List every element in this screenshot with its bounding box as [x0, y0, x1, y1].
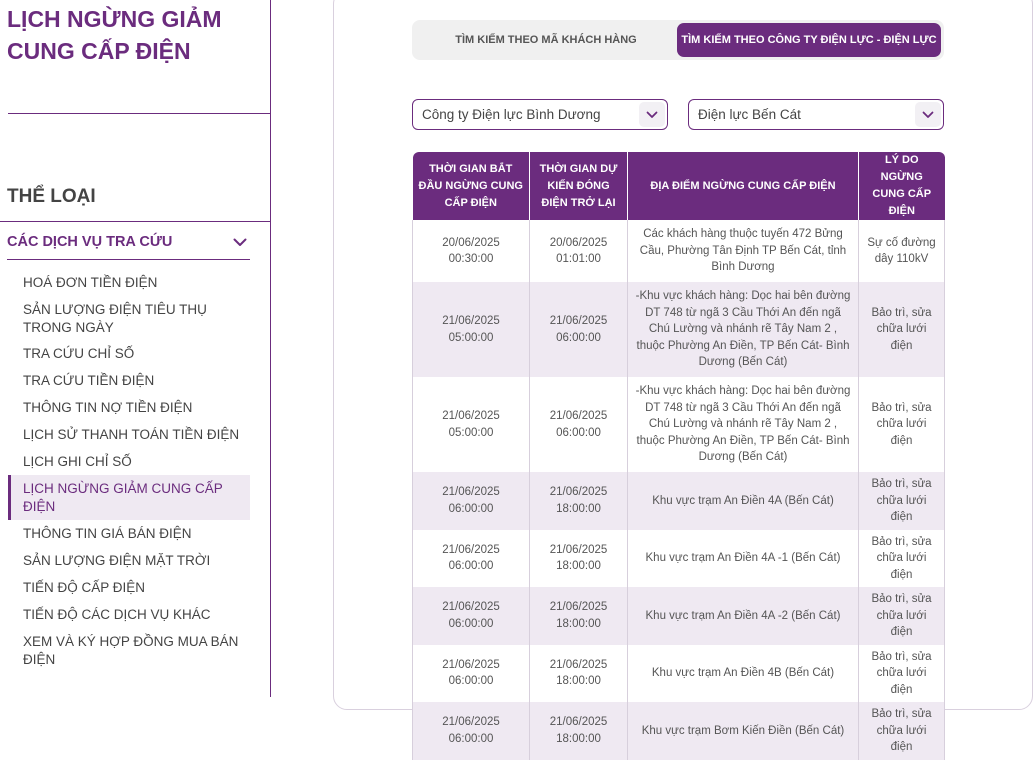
menu-item-daily-consumption[interactable]: SẢN LƯỢNG ĐIỆN TIÊU THỤ TRONG NGÀY — [23, 302, 207, 335]
cell-location: Các khách hàng thuộc tuyến 472 Bửng Cầu, Phường Tân Định TP Bến Cát, tỉnh Bình Dương — [628, 220, 859, 282]
cell-reason: Bảo trì, sửa chữa lưới điện — [859, 530, 945, 588]
cell-end: 20/06/2025 01:01:00 — [530, 220, 628, 282]
chevron-down-icon[interactable] — [230, 232, 250, 252]
menu-item-reading-schedule[interactable]: LỊCH GHI CHỈ SỐ — [23, 454, 132, 469]
table-row — [413, 702, 945, 760]
cell-reason: Bảo trì, sửa chữa lưới điện — [859, 645, 945, 703]
menu-item-meter-index[interactable]: TRA CỨU CHỈ SỐ — [23, 346, 135, 361]
cell-location: -Khu vực khách hàng: Dọc hai bên đường DT 748 từ ngã 3 Cầu Thới An đến ngã Chú Lường và nhánh rẽ Tây Nam 2 , thuộc Phường An Điền, TP Bến Cát- Bình Dương (Bến Cát) — [628, 282, 859, 377]
cell-start: 21/06/2025 05:00:00 — [413, 377, 530, 472]
header-location: ĐỊA ĐIỂM NGỪNG CUNG CẤP ĐIỆN — [628, 152, 859, 220]
table-row — [413, 587, 945, 645]
cell-reason: Bảo trì, sửa chữa lưới điện — [859, 587, 945, 645]
menu-item-payment-history[interactable]: LỊCH SỬ THANH TOÁN TIỀN ĐIỆN — [23, 427, 240, 442]
menu-item-contract[interactable]: XEM VÀ KÝ HỢP ĐỒNG MUA BÁN ĐIỆN — [23, 634, 239, 667]
cell-end: 21/06/2025 06:00:00 — [530, 377, 628, 472]
lookup-services-toggle[interactable] — [7, 232, 250, 260]
table-row — [413, 220, 945, 282]
menu-item-price-info[interactable]: THÔNG TIN GIÁ BÁN ĐIỆN — [23, 526, 192, 541]
menu-item-debt-info[interactable]: THÔNG TIN NỢ TIỀN ĐIỆN — [23, 400, 193, 415]
cell-location: Khu vực trạm An Điền 4A -1 (Bến Cát) — [628, 530, 859, 588]
cell-location: Khu vực trạm Bơm Kiến Điền (Bến Cát) — [628, 702, 859, 760]
cell-location: Khu vực trạm An Điền 4A (Bến Cát) — [628, 472, 859, 530]
cell-start: 21/06/2025 06:00:00 — [413, 472, 530, 530]
cell-start: 21/06/2025 05:00:00 — [413, 282, 530, 377]
cell-end: 21/06/2025 18:00:00 — [530, 702, 628, 760]
cell-end: 21/06/2025 06:00:00 — [530, 282, 628, 377]
cell-end: 21/06/2025 18:00:00 — [530, 472, 628, 530]
cell-start: 21/06/2025 06:00:00 — [413, 645, 530, 703]
cell-location: -Khu vực khách hàng: Dọc hai bên đường DT 748 từ ngã 3 Cầu Thới An đến ngã Chú Lường và nhánh rẽ Tây Nam 2 , thuộc Phường An Điền, TP Bến Cát- Bình Dương (Bến Cát) — [628, 377, 859, 472]
page-title: LỊCH NGỪNG GIẢM CUNG CẤP ĐIỆN — [7, 6, 222, 64]
sidebar — [0, 0, 271, 697]
category-heading: THỂ LOẠI — [7, 186, 96, 207]
cell-location: Khu vực trạm An Điền 4A -2 (Bến Cát) — [628, 587, 859, 645]
chevron-down-icon[interactable] — [639, 102, 665, 127]
menu-item-bill-lookup[interactable]: TRA CỨU TIỀN ĐIỆN — [23, 373, 155, 388]
cell-reason: Bảo trì, sửa chữa lưới điện — [859, 702, 945, 760]
cell-start: 20/06/2025 00:30:00 — [413, 220, 530, 282]
menu-item-invoice[interactable]: HOÁ ĐƠN TIỀN ĐIỆN — [23, 275, 158, 290]
company-select-value: Công ty Điện lực Bình Dương — [422, 107, 601, 122]
category-divider — [0, 221, 270, 222]
branch-select[interactable] — [688, 99, 944, 130]
cell-start: 21/06/2025 06:00:00 — [413, 530, 530, 588]
cell-end: 21/06/2025 18:00:00 — [530, 587, 628, 645]
cell-location: Khu vực trạm An Điền 4B (Bến Cát) — [628, 645, 859, 703]
cell-reason: Bảo trì, sửa chữa lưới điện — [859, 472, 945, 530]
header-restore-time: THỜI GIAN DỰ KIẾN ĐÓNG ĐIỆN TRỞ LẠI — [530, 152, 628, 220]
company-select[interactable] — [412, 99, 668, 130]
lookup-services-label: CÁC DỊCH VỤ TRA CỨU — [7, 234, 173, 250]
outage-table — [412, 152, 945, 760]
cell-end: 21/06/2025 18:00:00 — [530, 530, 628, 588]
menu-item-connection-progress[interactable]: TIẾN ĐỘ CẤP ĐIỆN — [23, 580, 146, 595]
table-header-row — [413, 152, 945, 220]
outage-table-container — [412, 152, 944, 760]
tab-search-by-company[interactable]: TÌM KIẾM THEO CÔNG TY ĐIỆN LỰC - ĐIỆN LỰC — [677, 23, 941, 57]
title-divider — [8, 113, 270, 114]
header-start-time: THỜI GIAN BẮT ĐẦU NGỪNG CUNG CẤP ĐIỆN — [413, 152, 530, 220]
table-row — [413, 645, 945, 703]
table-row — [413, 377, 945, 472]
tab-search-by-customer[interactable]: TÌM KIẾM THEO MÃ KHÁCH HÀNG — [455, 34, 637, 46]
lookup-menu — [8, 269, 250, 673]
menu-item-other-services[interactable]: TIẾN ĐỘ CÁC DỊCH VỤ KHÁC — [23, 607, 211, 622]
header-reason: LÝ DO NGỪNG CUNG CẤP ĐIỆN — [859, 152, 945, 220]
cell-start: 21/06/2025 06:00:00 — [413, 702, 530, 760]
table-row — [413, 282, 945, 377]
chevron-down-icon[interactable] — [915, 102, 941, 127]
cell-end: 21/06/2025 18:00:00 — [530, 645, 628, 703]
cell-reason: Sự cố đường dây 110kV — [859, 220, 945, 282]
cell-start: 21/06/2025 06:00:00 — [413, 587, 530, 645]
table-row — [413, 472, 945, 530]
search-mode-tabs — [412, 20, 944, 60]
table-row — [413, 530, 945, 588]
cell-reason: Bảo trì, sửa chữa lưới điện — [859, 282, 945, 377]
cell-reason: Bảo trì, sửa chữa lưới điện — [859, 377, 945, 472]
menu-item-solar-output[interactable]: SẢN LƯỢNG ĐIỆN MẶT TRỜI — [23, 553, 211, 568]
branch-select-value: Điện lực Bến Cát — [698, 107, 801, 122]
menu-item-outage-schedule[interactable]: LỊCH NGỪNG GIẢM CUNG CẤP ĐIỆN — [8, 475, 250, 520]
